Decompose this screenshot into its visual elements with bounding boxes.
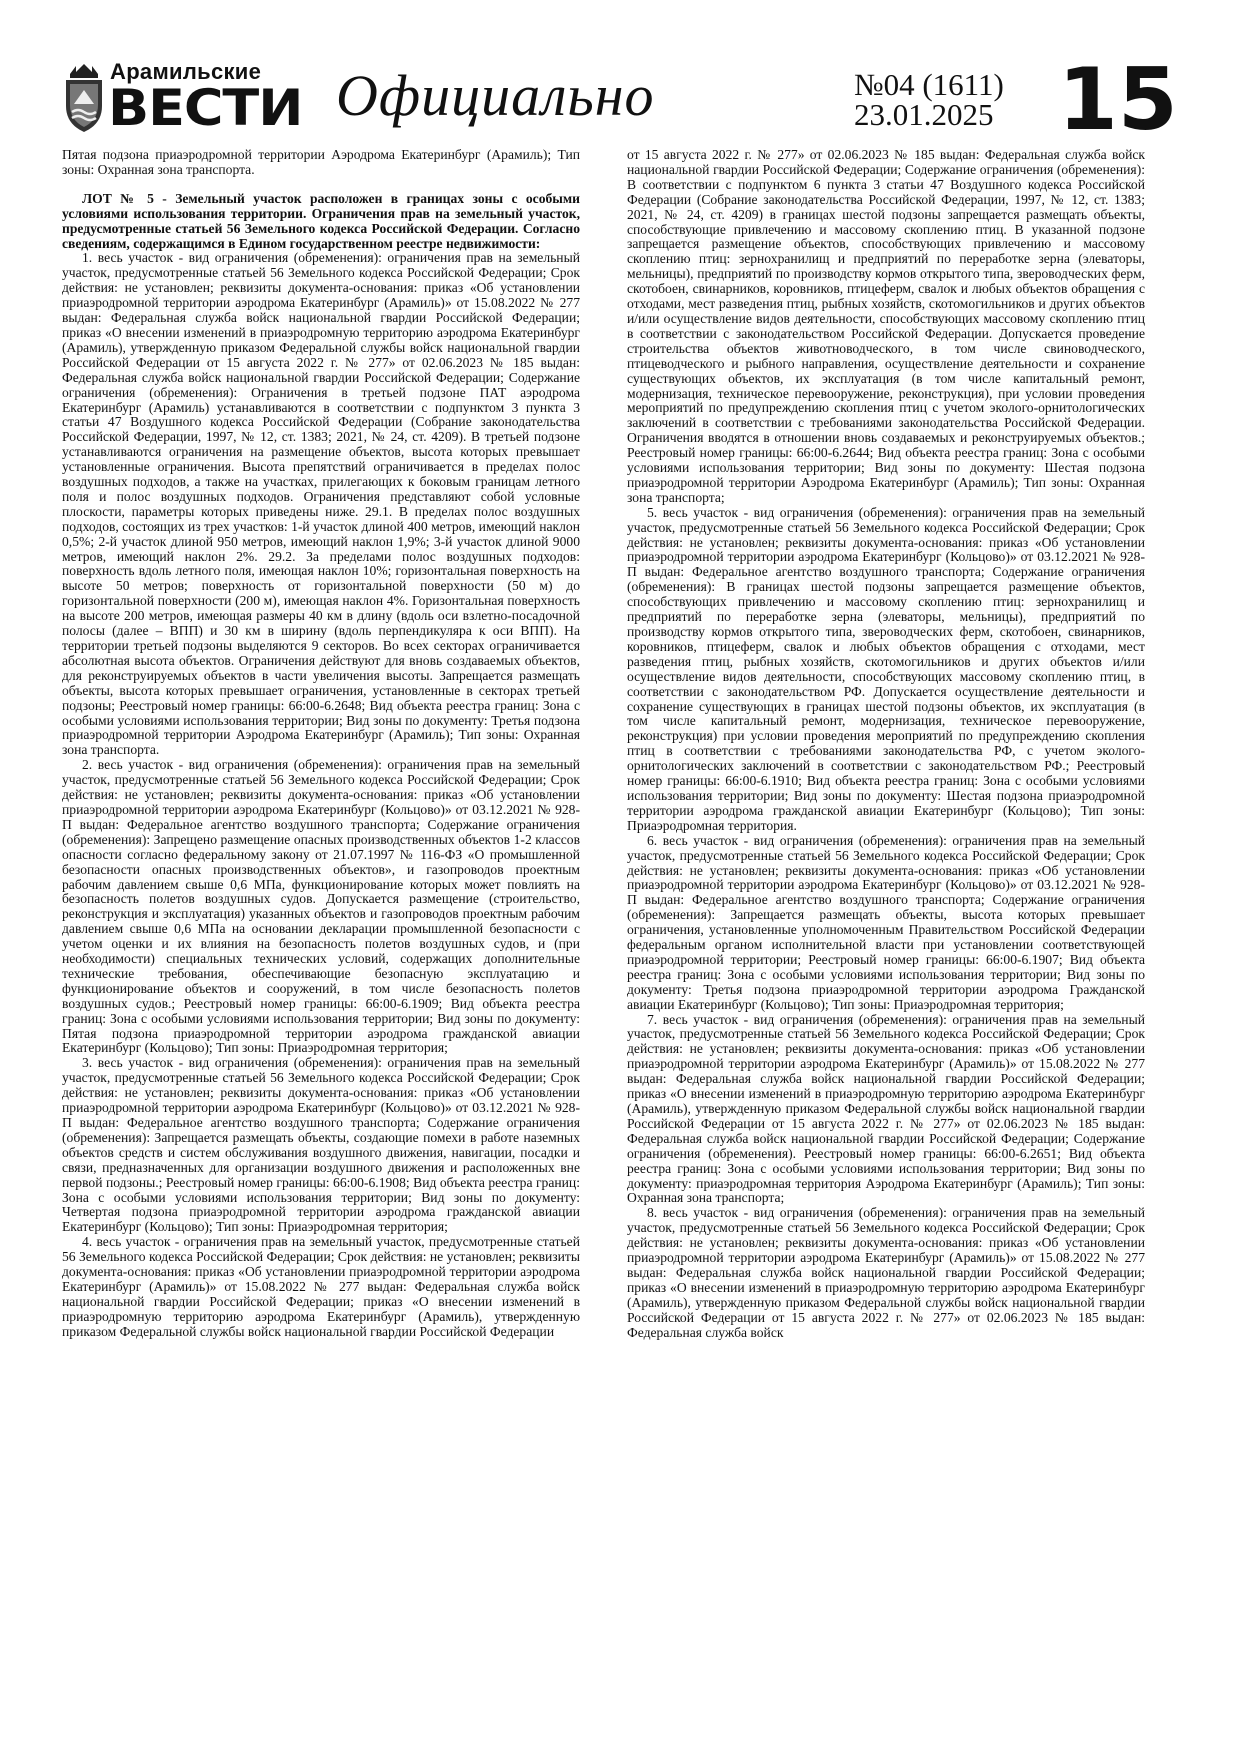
newspaper-logo <box>62 54 303 140</box>
paragraph: от 15 августа 2022 г. № 277» от 02.06.2023 № 185 выдан: Федеральная служба войск национальной гвардии Российской Федерации; Содержание ограничения (обременения): В соответствии с подпунктом 6 пункта 3 статьи 47 Воздушного кодекса Российской Федерации (Собрание законодательства Российской Федерации, 1997, № 12, ст. 1383; 2021, № 24, ст. 4209) в границах шестой подзоны запрещается размещать объекты, способствующие привлечению и массовому скоплению птиц. В указанной подзоне запрещается размещение объектов, способствующих привлечению и массовому скоплению птиц: зернохранилищ и предприятий по переработке зерна (элеваторы, мельницы), предприятий по производству кормов открытого типа, звероводческих ферм, скотобоен, свинарников, коровников, птицеферм, свалок и любых объектов обращения с отходами, мест разведения птиц, рыбных хозяйств, скотомогильников и других объектов и/или осуществление видов деятельности, способствующих массовому скоплению птиц в соответствии с законодательством Российской Федерации. Допускается проведение строительства объектов животноводческого, в том числе свиноводческого, птицеводческого и рыбного направления, осуществление деятельности и сохранение существующих объектов, их эксплуатация (в том числе капитальный ремонт, модернизация, техническое перевооружение, реконструкция), при условии проведения мероприятий по предупреждению скопления птиц с учетом эколого-орнитологических заключений в соответствии с требованиями законодательства Российской Федерации. Ограничения вводятся в отношении вновь создаваемых и реконструируемых объектов.; Реестровый номер границы: 66:00-6.2644; Вид объекта реестра границ: Зона с особыми условиями использования территории; Вид зоны по документу: Шестая подзона приаэродромной территории Аэродрома Екатеринбург (Арамиль); Тип зоны: Охранная зона транспорта; <box>627 148 1145 505</box>
issue-info <box>854 67 1004 132</box>
paragraph: 6. весь участок - вид ограничения (обременения): ограничения прав на земельный участок, предусмотренные статьей 56 Земельного кодекса Российской Федерации; Срок действия: не установлен; реквизиты документа-основания: приказ «Об установлении приаэродромной территории аэродрома Екатеринбург (Кольцово)» от 03.12.2021 № 928-П выдан: Федеральное агентство воздушного транспорта; Содержание ограничения (обременения): Запрещается размещать объекты, высота которых превышает ограничения, установленные уполномоченным Правительством Российской Федерации федеральным органом исполнительной власти при установлении соответствующей приаэродромной территории; Реестровый номер границы: 66:00-6.1907; Вид объекта реестра границ: Зона с особыми условиями использования территории; Вид зоны по документу: Третья подзона приаэродромной территории аэродрома Гражданской авиации Екатеринбург (Кольцово); Тип зоны: Приаэродромная территория; <box>627 832 1145 1012</box>
paragraph: 2. весь участок - вид ограничения (обременения): ограничения прав на земельный участок, предусмотренные статьей 56 Земельного кодекса Российской Федерации; Срок действия: не установлен; реквизиты документа-основания: приказ «Об установлении приаэродромной территории аэродрома Екатеринбург (Кольцово)» от 03.12.2021 № 928-П выдан: Федеральное агентство воздушного транспорта; Содержание ограничения (обременения): Запрещено размещение опасных производственных объектов 1-2 классов опасности согласно федеральному закону от 21.07.1997 № 116-ФЗ «О промышленной безопасности опасных производственных объектов», и газопроводов проектным рабочим давлением свыше 0,6 МПа, функционирование которых может повлиять на безопасность полетов воздушных судов. Допускается размещение (строительство, реконструкция и эксплуатация) указанных объектов и газопроводов проектным рабочим давлением свыше 0,6 МПа на основании декларации промышленной безопасности с учетом оценки и их влияния на безопасность полетов воздушных судов, и (при необходимости) специальных технических условий, содержащих дополнительные технические требования, обеспечивающие безопасную эксплуатацию и функционирование объектов и сооружений, в том числе безопасность полетов воздушных судов.; Реестровый номер границы: 66:00-6.1909; Вид объекта реестра границ: Зона с особыми условиями использования территории; Вид зоны по документу: Пятая подзона приаэродромной территории аэродрома гражданской авиации Екатеринбург (Кольцово); Тип зоны: Приаэродромная территория; <box>62 757 580 1056</box>
left-column <box>62 148 580 1738</box>
logo-title-bottom: ВЕСТИ <box>108 79 303 137</box>
page-number: 15 <box>1058 50 1178 150</box>
paragraph: 7. весь участок - вид ограничения (обременения): ограничения прав на земельный участок, предусмотренные статьей 56 Земельного кодекса Российской Федерации; Срок действия: не установлен; реквизиты документа-основания: приказ «Об установлении приаэродромной территории аэродрома Екатеринбург (Арамиль)» от 15.08.2022 № 277 выдан: Федеральная служба войск национальной гвардии Российской Федерации; приказ «О внесении изменений в приаэродромную территорию аэродрома Екатеринбург (Арамиль), утвержденную приказом Федеральной службы войск национальной гвардии Российской Федерации от 15 августа 2022 г. № 277» от 02.06.2023 № 185 выдан: Федеральная служба войск национальной гвардии Российской Федерации; Содержание ограничения (обременения). Реестровый номер границы: 66:00-6.2651; Вид объекта реестра границ: Зона с особыми условиями использования территории; Вид зоны по документу: приаэродромная территория Аэродрома Екатеринбург (Арамиль); Тип зоны: Охранная зона транспорта; <box>627 1011 1145 1206</box>
paragraph: 8. весь участок - вид ограничения (обременения): ограничения прав на земельный участок, предусмотренные статьей 56 Земельного кодекса Российской Федерации; Срок действия: не установлен; реквизиты документа-основания: приказ «Об установлении приаэродромной территории аэродрома Екатеринбург (Арамиль)» от 15.08.2022 № 277 выдан: Федеральная служба войск национальной гвардии Российской Федерации; приказ «О внесении изменений в приаэродромную территорию аэродрома Екатеринбург (Арамиль), утвержденную приказом Федеральной службы войск национальной гвардии Российской Федерации от 15 августа 2022 г. № 277» от 02.06.2023 № 185 выдан: Федеральная служба войск <box>627 1205 1145 1340</box>
city-emblem-icon <box>62 60 106 134</box>
paragraph: 5. весь участок - вид ограничения (обременения): ограничения прав на земельный участок, предусмотренные статьей 56 Земельного кодекса Российской Федерации; Срок действия: не установлен; реквизиты документа-основания: приказ «Об установлении приаэродромной территории аэродрома Екатеринбург (Кольцово)» от 03.12.2021 № 928-П выдан: Федеральное агентство воздушного транспорта; Содержание ограничения (обременения): В границах шестой подзоны запрещается размещение объектов, способствующих привлечению и массовому скоплению птиц: зернохранилищ и предприятий по переработке зерна (элеваторы, мельницы), предприятий по производству кормов открытого типа, звероводческих ферм, скотобоен, свинарников, коровников, птицеферм, свалок и любых объектов обращения с отходами, мест разведения птиц, рыбных хозяйств, скотомогильников и других объектов и/или осуществление видов деятельности, способствующих массовому скоплению птиц, в соответствии с законодательством РФ. Допускается осуществление деятельности и сохранение существующих в границах шестой подзоны объектов, их эксплуатация (в том числе капитальный ремонт, модернизация, техническое перевооружение, реконструкция) при условии проведения мероприятий по предупреждению скопления птиц в соответствии с требованиями законодательства РФ, с учетом эколого-орнитологических заключений в соответствии с законодательством РФ.; Реестровый номер границы: 66:00-6.1910; Вид объекта реестра границ: Зона с особыми условиями использования территории; Вид зоны по документу: Шестая подзона приаэродромной территории аэродрома гражданской авиации Екатеринбург (Кольцово); Тип зоны: Приаэродромная территория. <box>627 504 1145 833</box>
paragraph: Пятая подзона приаэродромной территории Аэродрома Екатеринбург (Арамиль); Тип зоны: Охранная зона транспорта. <box>62 148 580 177</box>
page-header <box>62 50 1179 150</box>
paragraph: ЛОТ № 5 - Земельный участок расположен в границах зоны с особыми условиями использования территории. Ограничения прав на земельный участок, предусмотренные статьей 56 Земельного кодекса Российской Федерации. Согласно сведениям, содержащимся в Едином государственном реестре недвижимости: <box>62 190 580 251</box>
paragraph: 3. весь участок - вид ограничения (обременения): ограничения прав на земельный участок, предусмотренные статьей 56 Земельного кодекса Российской Федерации; Срок действия: не установлен; реквизиты документа-основания: приказ «Об установлении приаэродромной территории аэродрома Екатеринбург (Кольцово)» от 03.12.2021 № 928-П выдан: Федеральное агентство воздушного транспорта; Содержание ограничения (обременения): Запрещается размещать объекты, создающие помехи в работе наземных объектов средств и систем обслуживания воздушного движения, навигации, посадки и связи, предназначенных для организации воздушного движения и расположенных вне первой подзоны.; Реестровый номер границы: 66:00-6.1908; Вид объекта реестра границ: Зона с особыми условиями использования территории; Вид зоны по документу: Четвертая подзона приаэродромной территории аэродрома гражданской авиации Екатеринбург (Кольцово); Тип зоны: Приаэродромная территория; <box>62 1055 580 1235</box>
section-title: Официально <box>336 63 655 128</box>
logo-title-top: Арамильские <box>110 59 262 84</box>
issue-number: №04 (1611) <box>854 67 1004 102</box>
paragraph: 1. весь участок - вид ограничения (обременения): ограничения прав на земельный участок, предусмотренные статьей 56 Земельного кодекса Российской Федерации; Срок действия: не установлен; реквизиты документа-основания: приказ «Об установлении приаэродромной территории аэродрома Екатеринбург (Арамиль)» от 15.08.2022 № 277 выдан: Федеральная служба войск национальной гвардии Российской Федерации; приказ «О внесении изменений в приаэродромную территорию аэродрома Екатеринбург (Арамиль), утвержденную приказом Федеральной службы войск национальной гвардии Российской Федерации от 15 августа 2022 г. № 277» от 02.06.2023 № 185 выдан: Федеральная служба войск национальной гвардии Российской Федерации; Содержание ограничения (обременения): Ограничения в третьей подзоне ПАТ аэродрома Екатеринбург (Арамиль) устанавливаются в соответствии с подпунктом 3 пункта 3 статьи 47 Воздушного кодекса Российской Федерации (Собрание законодательства Российской Федерации, 1997, № 12, ст. 1383; 2021, № 24, ст. 4209). В третьей подзоне устанавливаются ограничения на размещение объектов, высота которых превышает установленные ограничения. Высота препятствий ограничивается в пределах полос воздушных подходов, а также на участках, прилегающих к боковым границам летного поля и полос воздушных подходов. Ограничения представляют собой условные плоскости, параметры которых приведены ниже. 29.1. В пределах полос воздушных подходов, состоящих из трех участков: 1-й участок длиной 400 метров, имеющий наклон 0,5%; 2-й участок длиной 950 метров, имеющий наклон 1,9%; 3-й участок длиной 9000 метров, имеющий наклон 2%. 29.2. За пределами полос воздушных подходов: поверхность вдоль летного поля, имеющая наклон 10%; горизонтальная поверхность на высоте 50 метров; поверхность от горизонтальной поверхности (50 м) до горизонтальной поверхности (200 м), имеющая наклон 4%. Горизонтальная поверхность на высоте 200 метров, имеющая размеры 40 км в длину (вдоль оси взлетно-посадочной полосы (далее – ВПП) и 30 км в ширину (вдоль перпендикуляра к оси ВПП). На территории третьей подзоны выделяются 9 секторов. Во всех секторах ограничивается абсолютная высота объектов. Ограничения действуют для вновь создаваемых объектов, для реконструируемых объектов в части увеличения высоты. Запрещается размещать объекты, высота которых превышает ограничения, установленные в секторах третьей подзоны; Реестровый номер границы: 66:00-6.2648; Вид объекта реестра границ: Зона с особыми условиями использования территории; Вид зоны по документу: Третья подзона приаэродромной территории Аэродрома Екатеринбург (Арамиль); Тип зоны: Охранная зона транспорта. <box>62 250 580 758</box>
right-column <box>627 148 1145 1738</box>
paragraph: 4. весь участок - ограничения прав на земельный участок, предусмотренные статьей 56 Земельного кодекса Российской Федерации; Срок действия: не установлен; реквизиты документа-основания: приказ «Об установлении приаэродромной территории аэродрома Екатеринбург (Арамиль)» от 15.08.2022 № 277 выдан: Федеральная служба войск национальной гвардии Российской Федерации; приказ «О внесении изменений в приаэродромную территорию аэродрома Екатеринбург (Арамиль), утвержденную приказом Федеральной службы войск национальной гвардии Российской Федерации <box>62 1234 580 1339</box>
issue-date: 23.01.2025 <box>854 97 994 132</box>
